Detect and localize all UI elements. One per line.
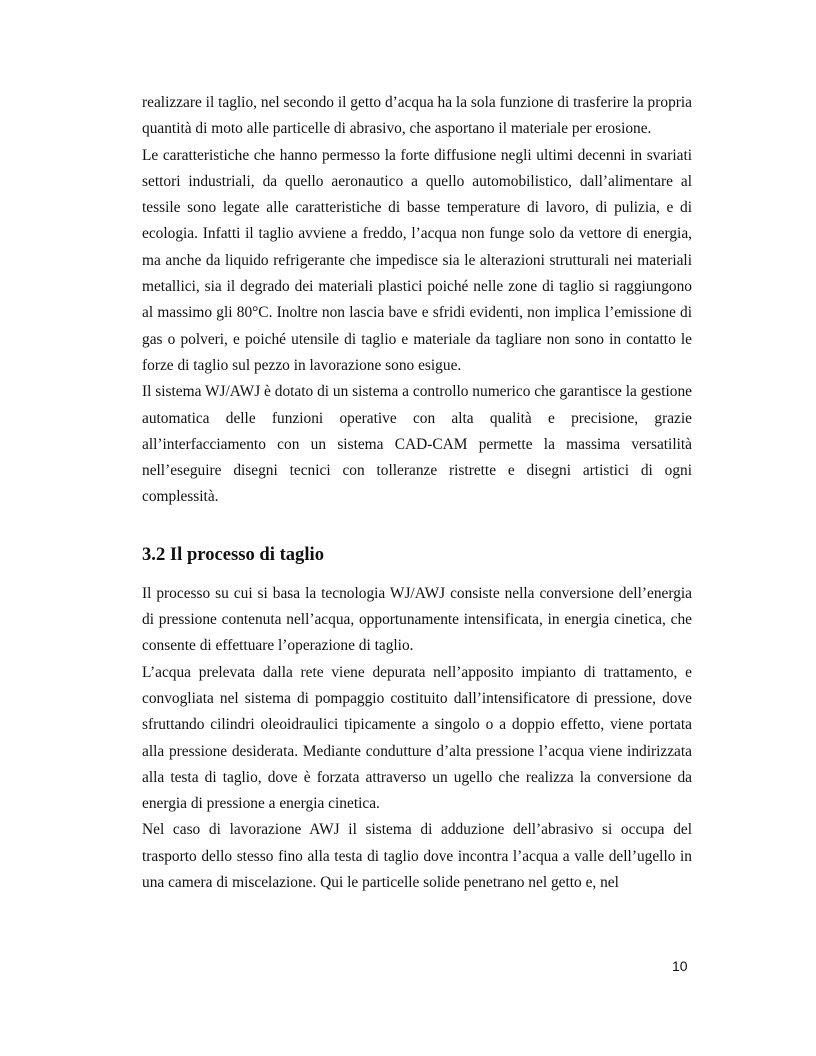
page-number: 10 — [672, 958, 688, 974]
section-heading: 3.2 Il processo di taglio — [142, 543, 324, 565]
paragraph-cutting-mechanism-continued: realizzare il taglio, nel secondo il getto d’acqua ha la sola funzione di trasferire la propria quantità di moto alle particelle di abrasivo, che asportano il materiale per erosione. — [142, 94, 692, 138]
paragraph-awj-abrasive: Nel caso di lavorazione AWJ il sistema di adduzione dell’abrasivo si occupa del trasporto dello stesso fino alla testa di taglio dove incontra l’acqua a valle dell’ugello in una camera di miscelazione. Qui le particelle solide penetrano nel getto e, nel — [142, 821, 692, 892]
paragraph-water-path: L’acqua prelevata dalla rete viene depurata nell’apposito impianto di trattamento, e convogliata nel sistema di pompaggio costituito dall’intensificatore di pressione, dove sfruttando cilindri oleoidraulici tipicamente a singolo o a doppio effetto, viene portata alla pressione desiderata. Mediante condutture d’alta pressione l’acqua viene indirizzata alla testa di taglio, dove è forzata attraverso un ugello che realizza la conversione da energia di pressione a energia cinetica. — [142, 663, 692, 813]
paragraph-energy-conversion: Il processo su cui si basa la tecnologia WJ/AWJ consiste nella conversione dell’energia di pressione contenuta nell’acqua, opportunamente intensificata, in energia cinetica, che consente di effettuare l’operazione di taglio. — [142, 584, 692, 655]
paragraph-numerical-control: Il sistema WJ/AWJ è dotato di un sistema a controllo numerico che garantisce la gestione automatica delle funzioni operative con alta qualità e precisione, grazie all’interfacciamento con un sistema CAD-CAM permette la massima versatilità nell’eseguire disegni tecnici con tolleranze ristrette e disegni artistici di ogni complessità. — [142, 383, 692, 506]
page-body — [142, 90, 692, 896]
paragraph-characteristics: Le caratteristiche che hanno permesso la forte diffusione negli ultimi decenni in svariati settori industriali, da quello aeronautico a quello automobilistico, dall’alimentare al tessile sono legate alle caratteristiche di basse temperature di lavoro, di pulizia, e di ecologia. Infatti il taglio avviene a freddo, l’acqua non funge solo da vettore di energia, ma anche da liquido refrigerante che impedisce sia le alterazioni strutturali nei materiali metallici, sia il degrado dei materiali plastici poiché nelle zone di taglio si raggiungono al massimo gli 80°C. Inoltre non lascia bave e sfridi evidenti, non implica l’emissione di gas o polveri, e poiché utensile di taglio e materiale da tagliare non sono in contatto le forze di taglio sul pezzo in lavorazione sono esigue. — [142, 146, 692, 374]
